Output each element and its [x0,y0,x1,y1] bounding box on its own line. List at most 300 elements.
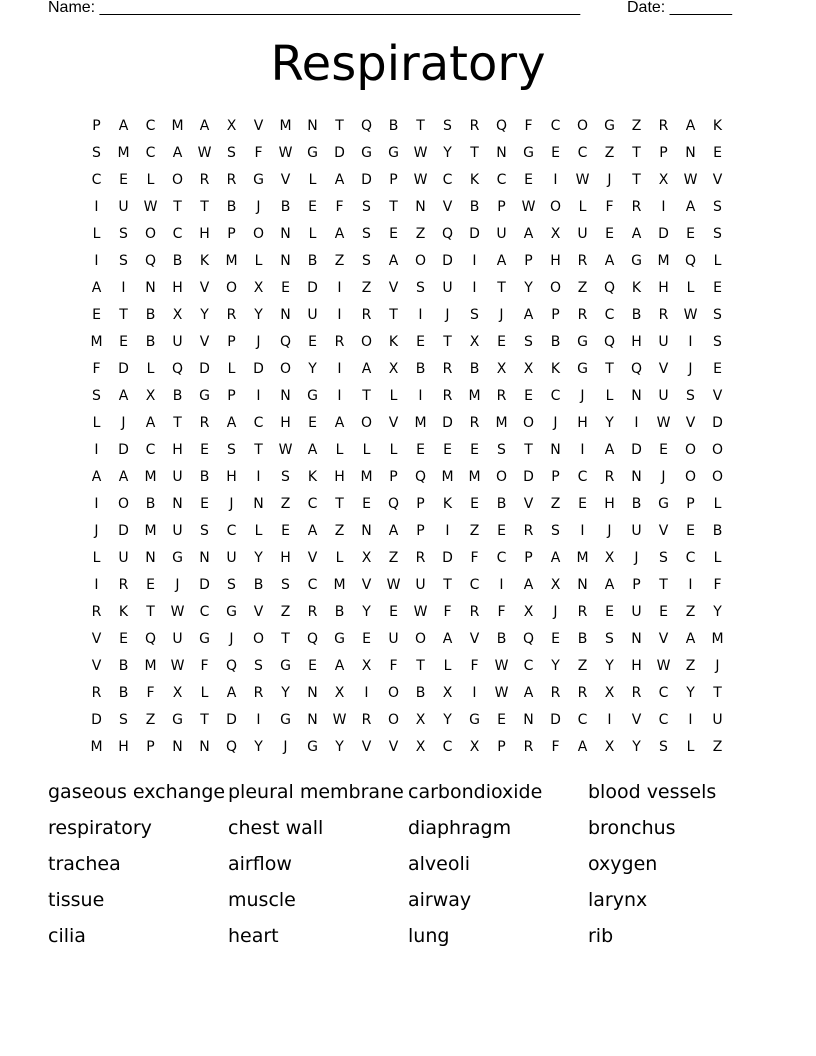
grid-letter[interactable]: A [226,414,237,431]
grid-letter[interactable]: I [337,387,342,404]
grid-letter[interactable]: H [631,657,642,674]
grid-letter[interactable]: E [308,414,317,431]
grid-letter[interactable]: C [226,522,237,539]
grid-letter[interactable]: K [388,333,399,350]
grid-letter[interactable]: E [119,630,128,647]
grid-letter[interactable]: Z [577,279,588,296]
grid-letter[interactable]: E [389,225,398,242]
grid-letter[interactable]: B [469,198,480,215]
grid-letter[interactable]: J [229,495,234,512]
grid-letter[interactable]: E [416,333,425,350]
grid-letter[interactable]: E [551,630,560,647]
grid-letter[interactable]: J [553,603,558,620]
grid-letter[interactable]: O [252,630,265,647]
grid-letter[interactable]: S [713,198,722,215]
grid-letter[interactable]: N [199,549,210,566]
grid-letter[interactable]: P [416,495,425,512]
grid-letter[interactable]: N [280,387,291,404]
grid-letter[interactable]: V [388,414,399,431]
grid-letter[interactable]: P [524,549,533,566]
grid-letter[interactable]: R [226,306,237,323]
grid-letter[interactable]: B [631,306,642,323]
grid-letter[interactable]: V [712,171,723,188]
grid-letter[interactable]: A [91,468,102,485]
grid-letter[interactable]: T [281,630,290,647]
grid-letter[interactable]: I [337,279,342,296]
grid-letter[interactable]: H [604,495,615,512]
grid-letter[interactable]: Z [361,279,372,296]
grid-letter[interactable]: Q [603,333,616,350]
grid-letter[interactable]: R [523,738,534,755]
grid-letter[interactable]: C [496,171,507,188]
grid-letter[interactable]: R [631,684,642,701]
grid-letter[interactable]: O [684,441,697,458]
grid-letter[interactable]: C [577,468,588,485]
grid-letter[interactable]: V [199,279,210,296]
grid-letter[interactable]: W [494,657,509,674]
grid-letter[interactable]: Y [335,738,344,755]
grid-letter[interactable]: O [711,441,724,458]
grid-letter[interactable]: P [686,495,695,512]
grid-letter[interactable]: G [577,333,588,350]
grid-letter[interactable]: V [361,576,372,593]
grid-letter[interactable]: I [121,279,126,296]
grid-letter[interactable]: R [577,252,588,269]
grid-letter[interactable]: F [254,144,263,161]
grid-letter[interactable]: C [145,144,156,161]
grid-letter[interactable]: S [362,252,371,269]
grid-letter[interactable]: D [118,441,129,458]
grid-letter[interactable]: A [631,225,642,242]
grid-letter[interactable]: L [686,738,695,755]
grid-letter[interactable]: K [307,468,318,485]
grid-letter[interactable]: V [685,414,696,431]
grid-letter[interactable]: Q [522,630,535,647]
grid-letter[interactable]: O [495,468,508,485]
grid-letter[interactable]: E [713,144,722,161]
grid-letter[interactable]: U [442,279,453,296]
grid-letter[interactable]: V [307,549,318,566]
grid-letter[interactable]: P [497,738,506,755]
grid-letter[interactable]: W [413,171,428,188]
grid-letter[interactable]: C [523,657,534,674]
grid-letter[interactable]: R [118,576,129,593]
grid-letter[interactable]: O [225,279,238,296]
grid-letter[interactable]: U [496,225,507,242]
grid-letter[interactable]: V [469,630,480,647]
grid-letter[interactable]: T [119,306,128,323]
grid-letter[interactable]: A [523,576,534,593]
grid-letter[interactable]: M [144,657,157,674]
grid-letter[interactable]: H [577,414,588,431]
grid-letter[interactable]: I [337,360,342,377]
grid-letter[interactable]: N [307,711,318,728]
grid-letter[interactable]: S [119,252,128,269]
grid-letter[interactable]: N [415,198,426,215]
grid-letter[interactable]: B [712,522,723,539]
grid-letter[interactable]: P [497,198,506,215]
grid-letter[interactable]: S [713,225,722,242]
grid-letter[interactable]: Y [443,144,452,161]
grid-letter[interactable]: L [308,171,317,188]
grid-letter[interactable]: L [335,441,344,458]
grid-letter[interactable]: I [634,414,639,431]
grid-letter[interactable]: D [307,279,318,296]
grid-letter[interactable]: X [469,333,480,350]
grid-letter[interactable]: O [414,252,427,269]
grid-letter[interactable]: O [279,360,292,377]
grid-letter[interactable]: W [278,441,293,458]
grid-letter[interactable]: G [307,144,318,161]
grid-letter[interactable]: K [442,495,453,512]
grid-letter[interactable]: X [388,360,399,377]
grid-letter[interactable]: T [146,603,155,620]
grid-letter[interactable]: U [658,387,669,404]
grid-letter[interactable]: F [605,198,614,215]
grid-letter[interactable]: R [658,117,669,134]
grid-letter[interactable]: W [521,198,536,215]
grid-letter[interactable]: U [172,522,183,539]
grid-letter[interactable]: W [170,603,185,620]
grid-letter[interactable]: Z [334,252,345,269]
grid-letter[interactable]: T [416,117,425,134]
grid-letter[interactable]: X [145,387,156,404]
grid-letter[interactable]: E [524,387,533,404]
grid-letter[interactable]: M [90,738,103,755]
grid-letter[interactable]: M [711,630,724,647]
grid-letter[interactable]: F [389,657,398,674]
grid-letter[interactable]: Q [495,117,508,134]
grid-letter[interactable]: D [226,711,237,728]
grid-letter[interactable]: Y [605,414,614,431]
grid-letter[interactable]: S [443,117,452,134]
grid-letter[interactable]: P [551,468,560,485]
grid-letter[interactable]: X [523,603,534,620]
grid-letter[interactable]: C [658,711,669,728]
grid-letter[interactable]: S [713,333,722,350]
grid-letter[interactable]: L [713,252,722,269]
grid-letter[interactable]: Z [550,495,561,512]
grid-letter[interactable]: G [280,711,291,728]
grid-letter[interactable]: G [226,603,237,620]
grid-letter[interactable]: L [254,522,263,539]
grid-letter[interactable]: T [335,495,344,512]
grid-letter[interactable]: D [442,549,453,566]
grid-letter[interactable]: U [118,198,129,215]
grid-letter[interactable]: O [171,171,184,188]
grid-letter[interactable]: N [685,144,696,161]
grid-letter[interactable]: R [91,684,102,701]
date-field-label[interactable]: Date: _______ [627,0,732,16]
grid-letter[interactable]: S [551,522,560,539]
grid-letter[interactable]: S [281,576,290,593]
grid-letter[interactable]: N [280,252,291,269]
grid-letter[interactable]: M [144,522,157,539]
grid-letter[interactable]: X [415,711,426,728]
grid-letter[interactable]: H [172,441,183,458]
grid-letter[interactable]: N [145,549,156,566]
grid-letter[interactable]: X [469,738,480,755]
grid-letter[interactable]: C [91,171,102,188]
grid-letter[interactable]: M [225,252,238,269]
grid-letter[interactable]: M [144,468,157,485]
grid-letter[interactable]: B [469,360,480,377]
grid-letter[interactable]: U [631,522,642,539]
grid-letter[interactable]: S [227,576,236,593]
grid-letter[interactable]: X [172,684,183,701]
grid-letter[interactable]: R [577,603,588,620]
grid-letter[interactable]: D [469,225,480,242]
grid-letter[interactable]: B [145,306,156,323]
grid-letter[interactable]: N [280,225,291,242]
grid-letter[interactable]: T [524,441,533,458]
grid-letter[interactable]: Y [281,684,290,701]
grid-letter[interactable]: M [576,549,589,566]
grid-letter[interactable]: J [715,657,720,674]
grid-letter[interactable]: W [683,171,698,188]
grid-letter[interactable]: E [362,495,371,512]
grid-letter[interactable]: U [172,630,183,647]
grid-letter[interactable]: R [469,414,480,431]
grid-letter[interactable]: X [361,549,372,566]
grid-letter[interactable]: I [472,684,477,701]
grid-letter[interactable]: M [468,468,481,485]
grid-letter[interactable]: O [549,198,562,215]
grid-letter[interactable]: K [712,117,723,134]
grid-letter[interactable]: S [119,711,128,728]
grid-letter[interactable]: J [94,522,99,539]
grid-letter[interactable]: U [415,576,426,593]
grid-letter[interactable]: N [523,711,534,728]
grid-letter[interactable]: L [146,171,155,188]
grid-letter[interactable]: S [200,522,209,539]
grid-letter[interactable]: R [577,306,588,323]
grid-letter[interactable]: S [470,306,479,323]
grid-letter[interactable]: I [445,522,450,539]
grid-letter[interactable]: H [280,549,291,566]
grid-letter[interactable]: Q [360,117,373,134]
grid-letter[interactable]: E [470,495,479,512]
grid-letter[interactable]: T [362,387,371,404]
grid-letter[interactable]: S [605,630,614,647]
grid-letter[interactable]: J [175,576,180,593]
grid-letter[interactable]: H [118,738,129,755]
grid-letter[interactable]: C [307,576,318,593]
grid-letter[interactable]: R [307,603,318,620]
grid-letter[interactable]: I [580,441,585,458]
grid-letter[interactable]: B [307,252,318,269]
grid-letter[interactable]: A [334,414,345,431]
grid-letter[interactable]: U [172,333,183,350]
grid-letter[interactable]: U [172,468,183,485]
grid-letter[interactable]: G [658,495,669,512]
grid-letter[interactable]: T [605,360,614,377]
grid-letter[interactable]: Q [144,252,157,269]
grid-letter[interactable]: B [631,495,642,512]
grid-letter[interactable]: X [604,738,615,755]
grid-letter[interactable]: P [632,576,641,593]
grid-letter[interactable]: E [119,171,128,188]
grid-letter[interactable]: U [712,711,723,728]
grid-letter[interactable]: T [173,198,182,215]
grid-letter[interactable]: J [445,306,450,323]
grid-letter[interactable]: S [659,549,668,566]
grid-letter[interactable]: C [442,171,453,188]
grid-letter[interactable]: C [550,387,561,404]
grid-letter[interactable]: S [713,306,722,323]
grid-letter[interactable]: H [550,252,561,269]
grid-letter[interactable]: M [333,576,346,593]
grid-letter[interactable]: J [553,414,558,431]
grid-letter[interactable]: I [94,441,99,458]
grid-letter[interactable]: I [364,684,369,701]
grid-letter[interactable]: B [172,387,183,404]
grid-letter[interactable]: E [443,441,452,458]
grid-letter[interactable]: V [388,738,399,755]
grid-letter[interactable]: R [334,333,345,350]
grid-letter[interactable]: Y [605,657,614,674]
grid-letter[interactable]: V [253,603,264,620]
grid-letter[interactable]: E [524,171,533,188]
grid-letter[interactable]: K [469,171,480,188]
grid-letter[interactable]: T [443,576,452,593]
grid-letter[interactable]: V [388,279,399,296]
grid-letter[interactable]: D [442,252,453,269]
grid-letter[interactable]: O [387,684,400,701]
grid-letter[interactable]: R [199,414,210,431]
grid-letter[interactable]: L [713,549,722,566]
grid-letter[interactable]: R [442,387,453,404]
grid-letter[interactable]: T [389,306,398,323]
grid-letter[interactable]: H [334,468,345,485]
grid-letter[interactable]: Z [280,495,291,512]
grid-letter[interactable]: P [524,252,533,269]
grid-letter[interactable]: A [523,306,534,323]
grid-letter[interactable]: C [658,684,669,701]
grid-letter[interactable]: A [145,414,156,431]
grid-letter[interactable]: T [470,144,479,161]
grid-letter[interactable]: Y [254,549,263,566]
grid-letter[interactable]: C [307,495,318,512]
grid-letter[interactable]: T [335,117,344,134]
grid-letter[interactable]: W [683,306,698,323]
grid-letter[interactable]: B [145,333,156,350]
grid-letter[interactable]: A [91,279,102,296]
grid-letter[interactable]: I [256,468,261,485]
grid-letter[interactable]: E [119,333,128,350]
grid-letter[interactable]: V [253,117,264,134]
grid-letter[interactable]: P [227,387,236,404]
grid-letter[interactable]: A [334,225,345,242]
grid-letter[interactable]: N [361,522,372,539]
grid-letter[interactable]: C [577,711,588,728]
grid-letter[interactable]: Z [685,657,696,674]
grid-letter[interactable]: N [631,630,642,647]
grid-letter[interactable]: I [688,576,693,593]
grid-letter[interactable]: E [659,603,668,620]
grid-letter[interactable]: Q [684,252,697,269]
grid-letter[interactable]: Z [334,522,345,539]
grid-letter[interactable]: T [659,576,668,593]
grid-letter[interactable]: E [470,441,479,458]
grid-letter[interactable]: Q [225,738,238,755]
grid-letter[interactable]: A [307,441,318,458]
grid-letter[interactable]: A [388,252,399,269]
grid-letter[interactable]: G [307,738,318,755]
grid-letter[interactable]: R [469,603,480,620]
grid-letter[interactable]: B [118,684,129,701]
grid-letter[interactable]: W [413,603,428,620]
grid-letter[interactable]: U [631,603,642,620]
grid-letter[interactable]: W [170,657,185,674]
grid-letter[interactable]: S [119,225,128,242]
grid-letter[interactable]: R [361,711,372,728]
grid-letter[interactable]: W [386,576,401,593]
grid-letter[interactable]: I [499,576,504,593]
grid-letter[interactable]: L [227,360,236,377]
grid-letter[interactable]: P [92,117,101,134]
grid-letter[interactable]: D [334,144,345,161]
grid-letter[interactable]: R [469,117,480,134]
grid-letter[interactable]: I [688,711,693,728]
grid-letter[interactable]: R [442,360,453,377]
grid-letter[interactable]: N [631,468,642,485]
grid-letter[interactable]: D [91,711,102,728]
grid-letter[interactable]: L [578,198,587,215]
grid-letter[interactable]: M [495,414,508,431]
grid-letter[interactable]: A [334,171,345,188]
grid-letter[interactable]: M [414,414,427,431]
grid-letter[interactable]: U [118,549,129,566]
grid-letter[interactable]: O [144,225,157,242]
grid-letter[interactable]: S [227,144,236,161]
grid-letter[interactable]: S [92,387,101,404]
grid-letter[interactable]: S [416,279,425,296]
grid-letter[interactable]: L [92,225,101,242]
grid-letter[interactable]: Z [145,711,156,728]
grid-letter[interactable]: P [227,333,236,350]
grid-letter[interactable]: P [416,522,425,539]
grid-letter[interactable]: S [227,441,236,458]
grid-letter[interactable]: S [659,738,668,755]
grid-letter[interactable]: P [659,144,668,161]
grid-letter[interactable]: O [549,279,562,296]
grid-letter[interactable]: D [712,414,723,431]
grid-letter[interactable]: D [199,576,210,593]
grid-letter[interactable]: E [605,603,614,620]
grid-letter[interactable]: T [173,414,182,431]
grid-letter[interactable]: R [658,306,669,323]
grid-letter[interactable]: H [172,279,183,296]
grid-letter[interactable]: A [172,144,183,161]
grid-letter[interactable]: V [280,171,291,188]
grid-letter[interactable]: L [686,279,695,296]
grid-letter[interactable]: J [688,360,693,377]
grid-letter[interactable]: S [524,333,533,350]
grid-letter[interactable]: Y [524,279,533,296]
grid-letter[interactable]: I [553,171,558,188]
grid-letter[interactable]: A [604,441,615,458]
grid-letter[interactable]: K [199,252,210,269]
grid-letter[interactable]: L [254,252,263,269]
grid-letter[interactable]: T [200,711,209,728]
grid-letter[interactable]: U [577,225,588,242]
grid-letter[interactable]: W [278,144,293,161]
grid-letter[interactable]: J [634,549,639,566]
grid-letter[interactable]: G [334,630,345,647]
grid-letter[interactable]: E [146,576,155,593]
grid-letter[interactable]: G [361,144,372,161]
